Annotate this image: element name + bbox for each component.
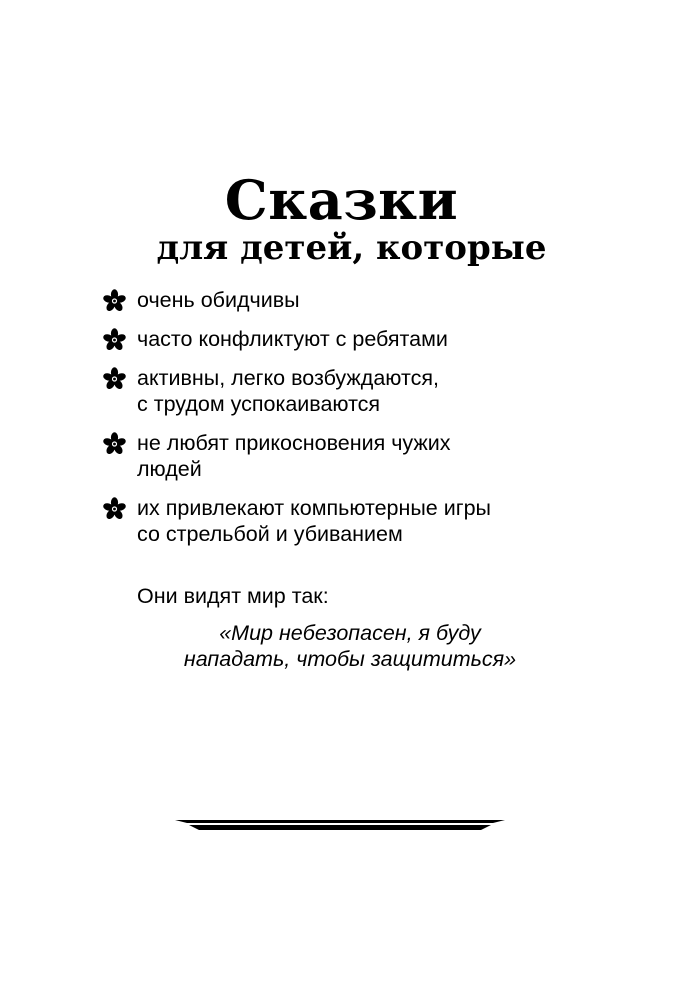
flower-bullet-icon [101,432,128,456]
flower-bullet-icon [101,497,128,521]
view-intro: Они видят мир так: [137,584,329,608]
list-item [100,430,570,482]
flower-bullet-icon [101,367,128,391]
traits-list [100,287,570,560]
list-item [100,326,570,352]
item-line: активны, легко возбуждаются, [137,366,439,390]
quote [120,620,580,672]
list-item [100,287,570,313]
flower-bullet-icon [101,328,128,352]
decorative-divider [175,816,505,832]
item-line: их привлекают компьютерные игры [137,496,492,520]
page-subtitle: для детей, которые [156,228,547,268]
item-line: с трудом успокаиваются [137,392,381,416]
quote-line: нападать, чтобы защититься» [183,647,517,671]
item-line: очень обидчивы [137,288,300,312]
list-item [100,495,570,547]
list-item [100,365,570,417]
item-line: со стрельбой и убиванием [137,522,403,546]
page-title: Сказки [224,168,459,232]
item-line: людей [137,457,202,481]
flower-bullet-icon [101,289,128,313]
item-line: не любят прикосновения чужих [137,431,451,455]
item-line: часто конфликтуют с ребятами [137,327,448,351]
quote-line: «Мир небезопасен, я буду [219,621,481,645]
